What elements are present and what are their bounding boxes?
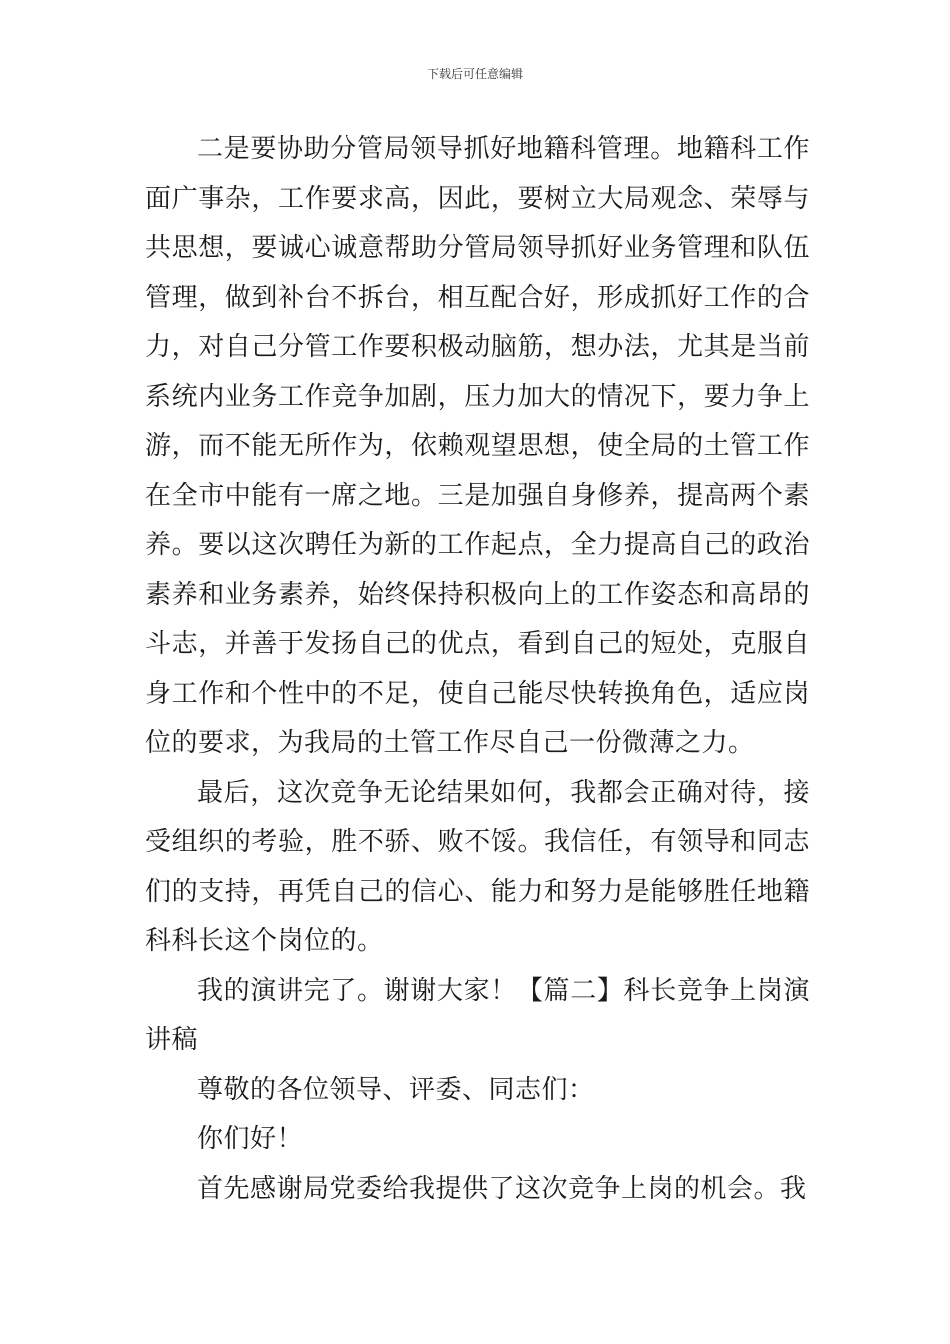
page-header: 下载后可任意编辑 xyxy=(426,67,523,81)
paragraph-closing-and-next-title: 我的演讲完了。谢谢大家！【篇二】科长竞争上岗演讲稿 xyxy=(145,975,810,1055)
paragraph-greeting: 你们好！ xyxy=(197,1124,304,1154)
paragraph-salutation: 尊敬的各位领导、评委、同志们： xyxy=(197,1074,595,1105)
paragraph-opening: 首先感谢局党委给我提供了这次竞争上岗的机会。我 xyxy=(197,1173,807,1204)
document-body xyxy=(145,125,810,1214)
paragraph-duties: 二是要协助分管局领导抓好地籍科管理。地籍科工作面广事杂，工作要求高，因此，要树立大局观念、荣辱与共思想，要诚心诚意帮助分管局领导抓好业务管理和队伍管理，做到补台不拆台，相互配合好，形成抓好工作的合力，对自己分管工作要积极动脑筋，想办法，尤其是当前系统内业务工作竞争加剧，压力加大的情况下，要力争上游，而不能无所作为，依赖观望思想，使全局的土管工作在全市中能有一席之地。三是加强自身修养，提高两个素养。要以这次聘任为新的工作起点，全力提高自己的政治素养和业务素养，始终保持积极向上的工作姿态和高昂的斗志，并善于发扬自己的优点，看到自己的短处，克服自身工作和个性中的不足，使自己能尽快转换角色，适应岗位的要求，为我局的土管工作尽自己一份微薄之力。 xyxy=(145,134,810,758)
paragraph-conclusion: 最后，这次竞争无论结果如何，我都会正确对待，接受组织的考验，胜不骄、败不馁。我信任，有领导和同志们的支持，再凭自己的信心、能力和努力是能够胜任地籍科科长这个岗位的。 xyxy=(145,777,810,956)
